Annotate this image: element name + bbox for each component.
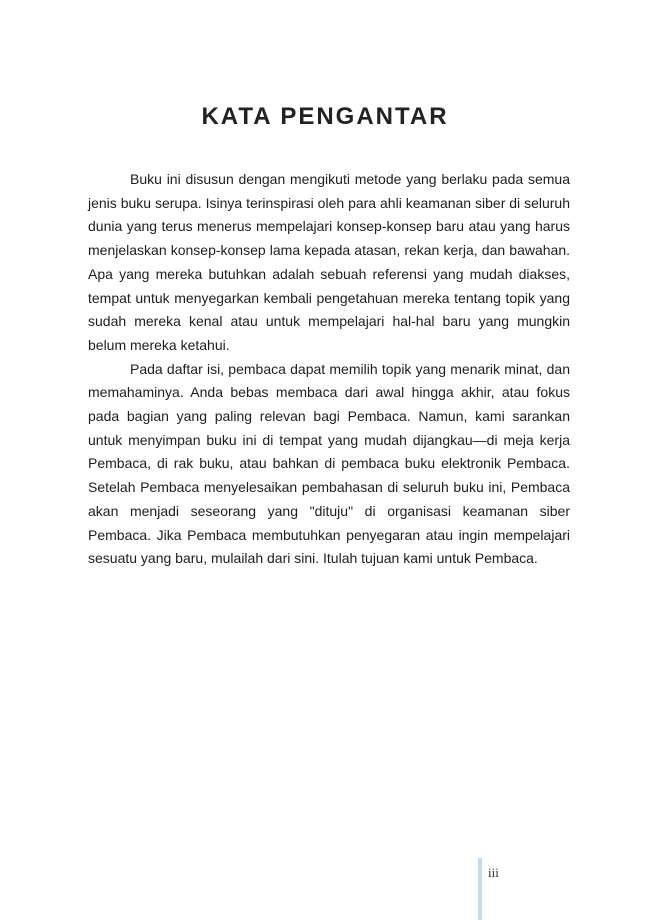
page-margin-bar [478, 858, 482, 920]
page-title: KATA PENGANTAR [201, 103, 449, 130]
preface-body [88, 168, 570, 571]
paragraph-1: Buku ini disusun dengan mengikuti metode yang berlaku pada semua jenis buku serupa. Isinya terinspirasi oleh para ahli keamanan siber di seluruh dunia yang terus menerus mempelajari konsep-konsep baru atau yang harus menjelaskan konsep-konsep lama kepada atasan, rekan kerja, dan bawahan. Apa yang mereka butuhkan adalah sebuah referensi yang mudah diakses, tempat untuk menyegarkan kembali pengetahuan mereka tentang topik yang sudah mereka kenal atau untuk mempelajari hal-hal baru yang mungkin belum mereka ketahui. [88, 171, 570, 353]
paragraph-2: Pada daftar isi, pembaca dapat memilih topik yang menarik minat, dan memahaminya. Anda bebas membaca dari awal hingga akhir, atau fokus pada bagian yang paling relevan bagi Pembaca. Namun, kami sarankan untuk menyimpan buku ini di tempat yang mudah dijangkau—di meja kerja Pembaca, di rak buku, atau bahkan di pembaca buku elektronik Pembaca. Setelah Pembaca menyelesaikan pembahasan di seluruh buku ini, Pembaca akan menjadi seseorang yang "dituju" di organisasi keamanan siber Pembaca. Jika Pembaca membutuhkan penyegaran atau ingin mempelajari sesuatu yang baru, mulailah dari sini. Itulah tujuan kami untuk Pembaca. [88, 360, 570, 567]
page-number: iii [488, 865, 499, 880]
